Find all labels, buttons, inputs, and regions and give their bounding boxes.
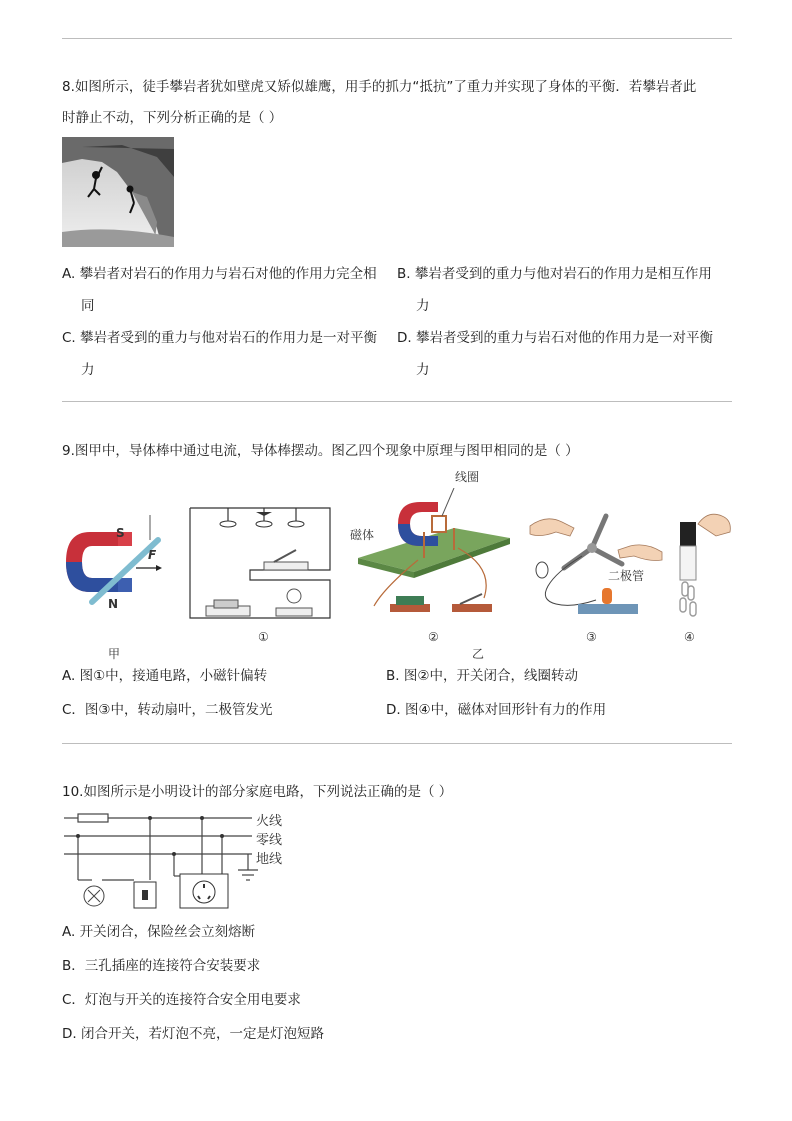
q9-option-a[interactable]: A. 图①中，接通电路，小磁针偏转 <box>62 668 268 684</box>
q10-option-d[interactable]: D. 闭合开关，若灯泡不亮，一定是灯泡短路 <box>62 1026 324 1042</box>
q8-option-b-line1: B. 攀岩者受到的重力与他对岩石的作用力是相互作用 <box>397 266 712 282</box>
figure-1-compass-circuit <box>184 500 334 625</box>
q8-option-d-line1: D. 攀岩者受到的重力与岩石对他的作用力是一对平衡 <box>397 330 713 346</box>
q10-option-a[interactable]: A. 开关闭合，保险丝会立刻熔断 <box>62 924 256 940</box>
q8-option-d-line2: 力 <box>416 362 430 378</box>
label-neutral-wire: 零线 <box>256 833 283 848</box>
label-fig3: ③ <box>586 630 597 644</box>
label-magnet: 磁体 <box>350 528 375 542</box>
q9-option-c[interactable]: C．图③中，转动扇叶，二极管发光 <box>62 702 273 718</box>
q9-option-d[interactable]: D. 图④中，磁体对回形针有力的作用 <box>386 702 607 718</box>
label-s-pole: S <box>116 526 125 540</box>
label-fig4: ④ <box>684 630 695 644</box>
q9-stem: 9.图甲中，导体棒中通过电流，导体棒摆动。图乙四个现象中原理与图甲相同的是（ ） <box>62 443 579 459</box>
label-force-f: F <box>148 548 157 562</box>
label-n-pole: N <box>108 597 119 611</box>
q8-option-b-line2: 力 <box>416 298 430 314</box>
q8-option-a[interactable] <box>62 258 392 322</box>
q8-option-d[interactable] <box>397 322 732 386</box>
rock-climber-photo <box>62 137 174 247</box>
separator-q9-q10 <box>62 743 732 744</box>
label-yi: 乙 <box>472 647 485 661</box>
label-live-wire: 火线 <box>256 814 283 829</box>
q8-stem-line2: 时静止不动，下列分析正确的是（ ） <box>62 110 283 126</box>
label-jia: 甲 <box>108 647 121 661</box>
q10-stem: 10.如图所示是小明设计的部分家庭电路，下列说法正确的是（ ） <box>62 784 453 800</box>
label-fig1: ① <box>258 630 269 644</box>
q8-option-b[interactable] <box>397 258 732 322</box>
label-coil: 线圈 <box>455 470 480 484</box>
q10-option-c[interactable]: C．灯泡与开关的连接符合安全用电要求 <box>62 992 301 1008</box>
label-ground-wire: 地线 <box>256 852 283 867</box>
label-fig2: ② <box>428 630 439 644</box>
q8-option-a-line1: A. 攀岩者对岩石的作用力与岩石对他的作用力完全相 <box>62 266 377 282</box>
q9-option-b[interactable]: B. 图②中，开关闭合，线圈转动 <box>386 668 578 684</box>
label-diode: 二极管 <box>608 569 645 583</box>
q8-option-c[interactable] <box>62 322 392 386</box>
figure-3-fan-diode <box>526 512 666 622</box>
separator-top <box>62 38 732 39</box>
q8-option-c-line2: 力 <box>81 362 95 378</box>
q8-option-c-line1: C. 攀岩者受到的重力与他对岩石的作用力是一对平衡 <box>62 330 378 346</box>
separator-q8-q9 <box>62 401 732 402</box>
q8-option-a-line2: 同 <box>81 298 95 314</box>
figure-2-motor-model <box>354 488 514 628</box>
household-circuit-diagram <box>62 808 262 918</box>
q10-option-b[interactable]: B．三孔插座的连接符合安装要求 <box>62 958 261 974</box>
q8-stem-line1: 8.如图所示，徒手攀岩者犹如壁虎又矫似雄鹰，用手的抓力“抵抗”了重力并实现了身体的平衡．若攀岩者此 <box>62 79 697 95</box>
figure-4-magnet-clips <box>668 510 732 620</box>
